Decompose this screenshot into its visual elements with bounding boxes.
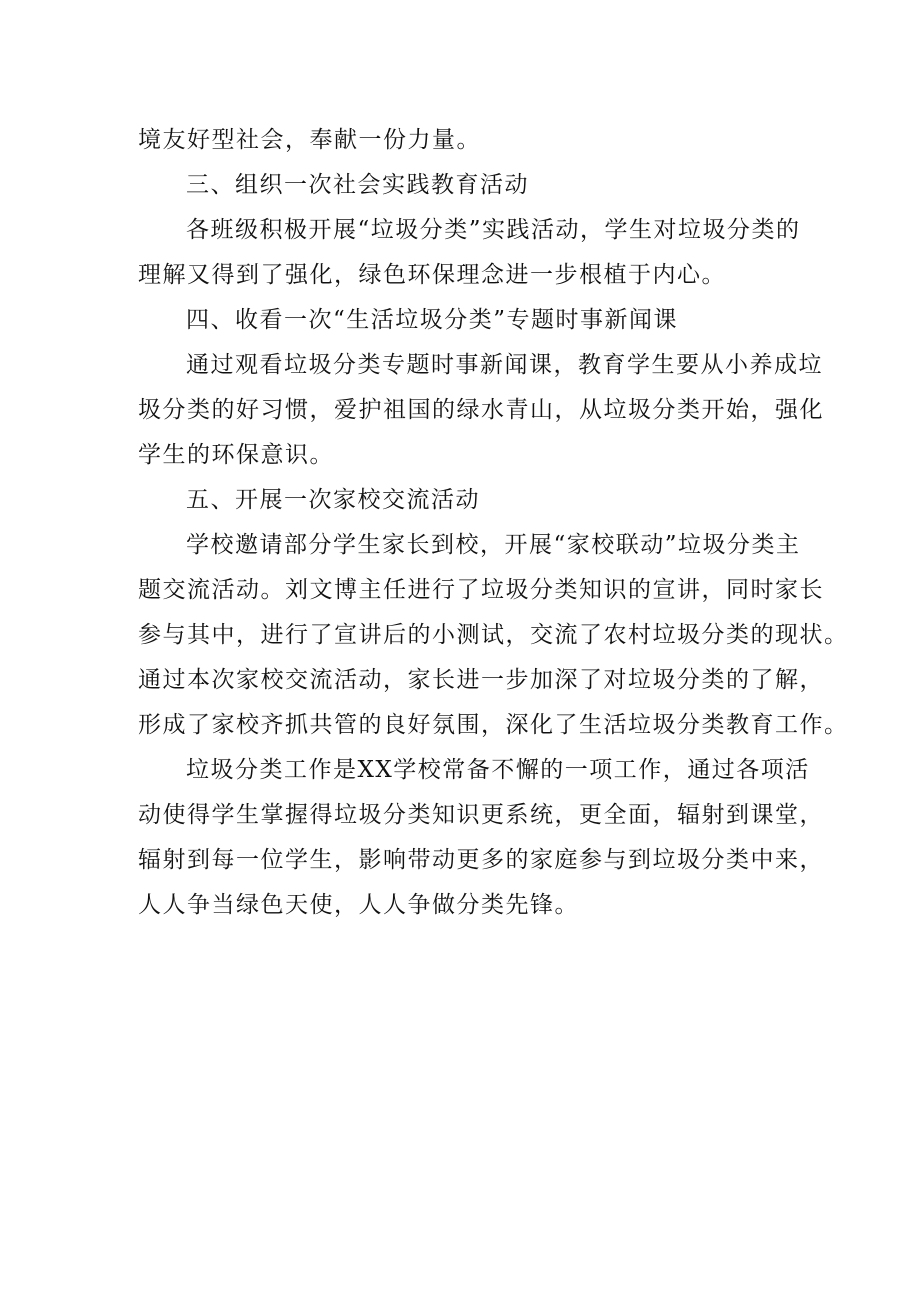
section-heading-5: 五、开展一次家校交流活动 [186,487,480,513]
text-line-7: 圾分类的好习惯，爱护祖国的绿水青山，从垃圾分类开始，强化 [138,397,824,423]
text-line-3: 各班级积极开展“垃圾分类”实践活动，学生对垃圾分类的 [186,217,801,243]
text-line-8: 学生的环保意识。 [138,442,334,468]
text-line-12: 参与其中，进行了宣讲后的小测试，交流了农村垃圾分类的现状。 [138,622,849,648]
section-heading-4: 四、收看一次“生活垃圾分类”专题时事新闻课 [186,307,679,333]
text-line-4: 理解又得到了强化，绿色环保理念进一步根植于内心。 [138,262,726,288]
document-body [138,118,849,928]
text-line-18: 人人争当绿色天使，人人争做分类先锋。 [138,892,579,918]
text-line-16: 动使得学生掌握得垃圾分类知识更系统，更全面，辐射到课堂， [138,802,824,828]
text-line-10: 学校邀请部分学生家长到校，开展“家校联动”垃圾分类主 [186,532,801,558]
text-line-13: 通过本次家校交流活动，家长进一步加深了对垃圾分类的了解， [138,667,824,693]
text-line-1: 境友好型社会，奉献一份力量。 [138,127,481,153]
section-heading-3: 三、组织一次社会实践教育活动 [186,172,529,198]
text-line-15: 垃圾分类工作是XX学校常备不懈的一项工作，通过各项活 [186,757,810,783]
text-line-17: 辐射到每一位学生，影响带动更多的家庭参与到垃圾分类中来， [138,847,824,873]
text-line-11: 题交流活动。刘文博主任进行了垃圾分类知识的宣讲，同时家长 [138,577,824,603]
text-line-14: 形成了家校齐抓共管的良好氛围，深化了生活垃圾分类教育工作。 [138,712,849,738]
text-line-6: 通过观看垃圾分类专题时事新闻课，教育学生要从小养成垃 [186,352,823,378]
